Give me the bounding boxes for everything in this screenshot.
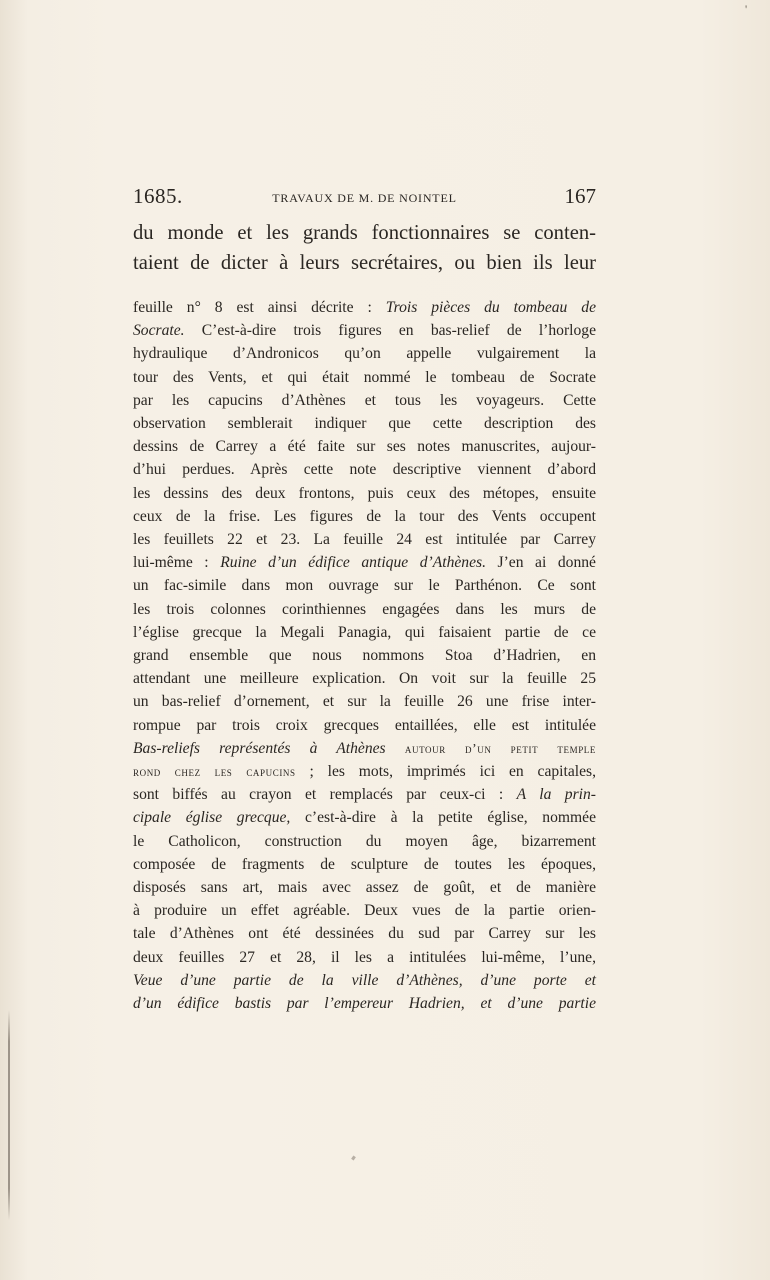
text-run: C’est-à-dire trois figures en bas-relief de l’horloge — [184, 322, 596, 340]
footnote-line: hydraulique d’Andronicos qu’on appelle vulgairement la — [133, 345, 596, 363]
footnote-line: deux feuilles 27 et 28, il les a intitulées lui-même, l’une, — [133, 948, 596, 966]
footnote-line: par les capucins d’Athènes et tous les voyageurs. Cette — [133, 391, 596, 409]
corner-mark: ' — [745, 2, 748, 16]
footnote-line: les trois colonnes corinthiennes engagées dans les murs de — [133, 600, 596, 618]
page-header — [133, 184, 596, 214]
italic-run: A la prin- — [516, 786, 596, 804]
footnote-line: composée de fragments de sculpture de toutes les époques, — [133, 855, 596, 873]
footnote-line — [133, 737, 596, 760]
text-run: lui-même : — [133, 554, 221, 572]
text-run: J’en ai donné — [485, 554, 596, 572]
footnote-line — [133, 783, 596, 806]
page-number: 167 — [564, 184, 596, 208]
footnote-line: le Catholicon, construction du moyen âge, bizarrement — [133, 832, 596, 850]
footnote-line: observation semblerait indiquer que cette description des — [133, 415, 596, 433]
footnote-line: d’un édifice bastis par l’empereur Hadrien, et d’une partie — [133, 995, 596, 1013]
footnote-line: disposés sans art, mais avec assez de goût, et de manière — [133, 879, 596, 897]
text-run: sont biffés au crayon et remplacés par ceux-ci : — [133, 786, 517, 804]
small-caps-run: rond chez les capucins — [133, 764, 296, 780]
footnote — [133, 296, 596, 1015]
italic-run: Bas-reliefs représentés à Athènes — [133, 739, 386, 757]
footnote-line: tale d’Athènes ont été dessinées du sud par Carrey sur les — [133, 925, 596, 943]
footnote-line — [133, 760, 596, 783]
footnote-line — [133, 806, 596, 829]
italic-run: Ruine d’un édifice antique d’Athènes. — [220, 554, 486, 572]
main-text — [133, 218, 596, 278]
footnote-line — [133, 551, 596, 574]
text-run: ; les mots, imprimés ici en capitales, — [295, 763, 596, 781]
footnote-line: un bas-relief d’ornement, et sur la feuille 26 une frise inter- — [133, 693, 596, 711]
footnote-line — [133, 296, 596, 319]
footnote-line: à produire un effet agréable. Deux vues de la partie orien- — [133, 902, 596, 920]
footnote-line: rompue par trois croix grecques entaillées, elle est intitulée — [133, 716, 596, 734]
text-run: c’est-à-dire à la petite église, nommée — [290, 809, 596, 827]
footnote-line: tour des Vents, et qui était nommé le tombeau de Socrate — [133, 368, 596, 386]
main-line: taient de dicter à leurs secrétaires, ou bien ils leur — [133, 252, 596, 274]
running-title: TRAVAUX DE M. DE NOINTEL — [272, 191, 457, 205]
footnote-line — [133, 319, 596, 342]
paper-speck — [351, 1156, 356, 1161]
italic-run: cipale église grecque, — [133, 809, 291, 827]
footnote-line: les dessins des deux frontons, puis ceux des métopes, ensuite — [133, 484, 596, 502]
binding-edge — [8, 1010, 10, 1220]
footnote-line: un fac-simile dans mon ouvrage sur le Parthénon. Ce sont — [133, 577, 596, 595]
italic-run: Socrate. — [133, 322, 185, 340]
footnote-line: d’hui perdues. Après cette note descriptive viennent d’abord — [133, 461, 596, 479]
footnote-line: attendant une meilleure explication. On voit sur la feuille 25 — [133, 670, 596, 688]
small-caps-run: autour d’un petit temple — [385, 740, 596, 756]
footnote-line: les feuillets 22 et 23. La feuille 24 est intitulée par Carrey — [133, 531, 596, 549]
footnote-line: Veue d’une partie de la ville d’Athènes, d’une porte et — [133, 971, 596, 989]
text-run: feuille n° 8 est ainsi décrite : — [133, 299, 386, 316]
header-year: 1685. — [133, 184, 183, 208]
footnote-line: l’église grecque la Megali Panagia, qui faisaient partie de ce — [133, 623, 596, 641]
italic-run: Trois pièces du tombeau de — [385, 299, 596, 316]
footnote-line: dessins de Carrey a été faite sur ses notes manuscrites, aujour- — [133, 438, 596, 456]
footnote-line: grand ensemble que nous nommons Stoa d’Hadrien, en — [133, 647, 596, 665]
main-line: du monde et les grands fonctionnaires se conten- — [133, 222, 596, 244]
footnote-line: ceux de la frise. Les figures de la tour des Vents occupent — [133, 507, 596, 525]
